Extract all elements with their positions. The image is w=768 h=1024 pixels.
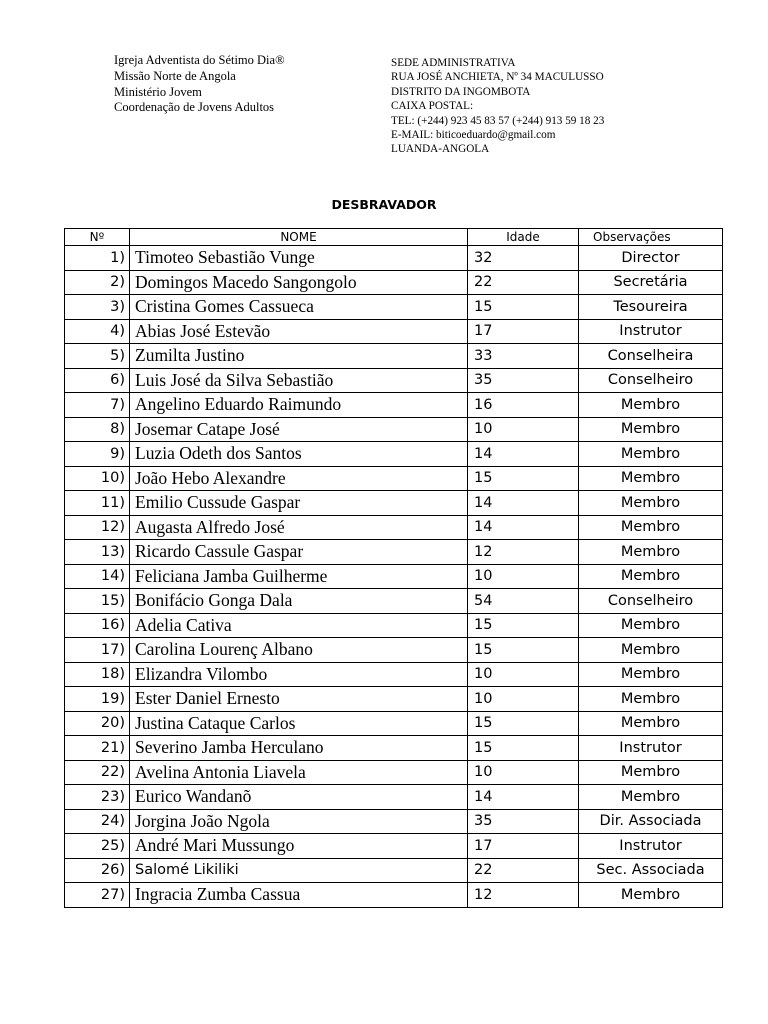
- cell-age: 10: [468, 760, 579, 785]
- table-row: [65, 711, 723, 736]
- cell-name: Luis José da Silva Sebastião: [130, 368, 468, 393]
- table-row: [65, 638, 723, 663]
- cell-name: Angelino Eduardo Raimundo: [130, 393, 468, 418]
- column-header-name: NOME: [130, 229, 468, 246]
- cell-age: 17: [468, 834, 579, 859]
- cell-observation: Membro: [579, 393, 723, 418]
- cell-number: 6): [65, 368, 130, 393]
- cell-name: Domingos Macedo Sangongolo: [130, 270, 468, 295]
- cell-observation: Dir. Associada: [579, 809, 723, 834]
- cell-observation: Director: [579, 246, 723, 271]
- table-row: [65, 662, 723, 687]
- cell-observation: Instrutor: [579, 736, 723, 761]
- cell-observation: Membro: [579, 515, 723, 540]
- column-header-observations: Observações: [579, 229, 723, 246]
- cell-number: 14): [65, 564, 130, 589]
- cell-age: 10: [468, 687, 579, 712]
- cell-name: Jorgina João Ngola: [130, 809, 468, 834]
- table-row: [65, 393, 723, 418]
- cell-number: 9): [65, 442, 130, 467]
- table-row: [65, 809, 723, 834]
- cell-observation: Membro: [579, 466, 723, 491]
- cell-age: 10: [468, 662, 579, 687]
- cell-name: Carolina Lourenç Albano: [130, 638, 468, 663]
- address-line: DISTRITO DA INGOMBOTA: [391, 85, 531, 98]
- cell-name: Salomé Likiliki: [130, 858, 468, 883]
- cell-number: 27): [65, 883, 130, 908]
- cell-name: Josemar Catape José: [130, 417, 468, 442]
- address-line: RUA JOSÉ ANCHIETA, Nº 34 MACULUSSO: [391, 71, 604, 84]
- cell-number: 10): [65, 466, 130, 491]
- cell-age: 15: [468, 711, 579, 736]
- cell-age: 33: [468, 344, 579, 369]
- document-title: DESBRAVADOR: [331, 197, 437, 212]
- cell-name: João Hebo Alexandre: [130, 466, 468, 491]
- cell-age: 15: [468, 613, 579, 638]
- cell-observation: Membro: [579, 613, 723, 638]
- cell-age: 17: [468, 319, 579, 344]
- cell-name: Bonifácio Gonga Dala: [130, 589, 468, 614]
- cell-number: 22): [65, 760, 130, 785]
- cell-number: 8): [65, 417, 130, 442]
- cell-observation: Membro: [579, 687, 723, 712]
- table-row: [65, 295, 723, 320]
- cell-age: 14: [468, 515, 579, 540]
- cell-observation: Membro: [579, 883, 723, 908]
- organization-header: [114, 53, 285, 116]
- cell-number: 24): [65, 809, 130, 834]
- cell-name: Augasta Alfredo José: [130, 515, 468, 540]
- cell-number: 25): [65, 834, 130, 859]
- address-line: CAIXA POSTAL:: [391, 100, 474, 113]
- table-body: [65, 246, 723, 908]
- cell-age: 32: [468, 246, 579, 271]
- table-row: [65, 736, 723, 761]
- cell-name: Cristina Gomes Cassueca: [130, 295, 468, 320]
- address-line: SEDE ADMINISTRATIVA: [391, 57, 516, 69]
- cell-observation: Membro: [579, 491, 723, 516]
- cell-observation: Instrutor: [579, 319, 723, 344]
- cell-observation: Membro: [579, 760, 723, 785]
- cell-name: Luzia Odeth dos Santos: [130, 442, 468, 467]
- email-line: E-MAIL: biticoeduardo@gmail.com: [391, 129, 556, 142]
- cell-name: Justina Cataque Carlos: [130, 711, 468, 736]
- table-row: [65, 687, 723, 712]
- table-row: [65, 319, 723, 344]
- cell-name: Avelina Antonia Liavela: [130, 760, 468, 785]
- cell-number: 20): [65, 711, 130, 736]
- column-header-age: Idade: [468, 229, 579, 246]
- cell-observation: Membro: [579, 638, 723, 663]
- table-row: [65, 760, 723, 785]
- cell-observation: Sec. Associada: [579, 858, 723, 883]
- cell-observation: Instrutor: [579, 834, 723, 859]
- table-row: [65, 785, 723, 810]
- city-line: LUANDA-ANGOLA: [391, 143, 490, 156]
- cell-observation: Membro: [579, 785, 723, 810]
- table-row: [65, 491, 723, 516]
- cell-age: 22: [468, 270, 579, 295]
- cell-number: 13): [65, 540, 130, 565]
- church-name: Igreja Adventista do Sétimo Dia®: [114, 53, 285, 67]
- cell-age: 10: [468, 564, 579, 589]
- cell-age: 35: [468, 368, 579, 393]
- cell-number: 2): [65, 270, 130, 295]
- table-row: [65, 834, 723, 859]
- cell-age: 22: [468, 858, 579, 883]
- cell-name: Feliciana Jamba Guilherme: [130, 564, 468, 589]
- cell-observation: Membro: [579, 662, 723, 687]
- cell-number: 12): [65, 515, 130, 540]
- cell-age: 16: [468, 393, 579, 418]
- cell-name: Zumilta Justino: [130, 344, 468, 369]
- cell-observation: Membro: [579, 417, 723, 442]
- members-table: [64, 228, 723, 908]
- cell-age: 12: [468, 883, 579, 908]
- cell-number: 26): [65, 858, 130, 883]
- table-row: [65, 442, 723, 467]
- cell-number: 21): [65, 736, 130, 761]
- cell-name: Abias José Estevão: [130, 319, 468, 344]
- cell-name: Elizandra Vilombo: [130, 662, 468, 687]
- cell-age: 15: [468, 295, 579, 320]
- address-block: [391, 56, 604, 157]
- column-header-number: Nº: [65, 229, 130, 246]
- cell-number: 19): [65, 687, 130, 712]
- table-row: [65, 417, 723, 442]
- cell-age: 15: [468, 736, 579, 761]
- cell-number: 17): [65, 638, 130, 663]
- cell-name: Adelia Cativa: [130, 613, 468, 638]
- phone-line: TEL: (+244) 923 45 83 57 (+244) 913 59 18 23: [391, 114, 605, 127]
- table-row: [65, 564, 723, 589]
- cell-observation: Membro: [579, 564, 723, 589]
- cell-observation: Conselheira: [579, 344, 723, 369]
- cell-age: 15: [468, 638, 579, 663]
- table-row: [65, 540, 723, 565]
- cell-number: 23): [65, 785, 130, 810]
- cell-name: Emilio Cussude Gaspar: [130, 491, 468, 516]
- cell-name: Timoteo Sebastião Vunge: [130, 246, 468, 271]
- cell-age: 15: [468, 466, 579, 491]
- table-row: [65, 368, 723, 393]
- cell-number: 15): [65, 589, 130, 614]
- cell-number: 18): [65, 662, 130, 687]
- cell-number: 16): [65, 613, 130, 638]
- table-row: [65, 858, 723, 883]
- cell-observation: Secretária: [579, 270, 723, 295]
- cell-name: André Mari Mussungo: [130, 834, 468, 859]
- cell-observation: Membro: [579, 540, 723, 565]
- ministry-name: Ministério Jovem: [114, 84, 202, 99]
- cell-number: 5): [65, 344, 130, 369]
- cell-number: 1): [65, 246, 130, 271]
- cell-age: 14: [468, 491, 579, 516]
- coordination-name: Coordenação de Jovens Adultos: [114, 100, 275, 115]
- table-row: [65, 613, 723, 638]
- cell-observation: Conselheiro: [579, 589, 723, 614]
- cell-number: 3): [65, 295, 130, 320]
- mission-name: Missão Norte de Angola: [114, 68, 236, 83]
- cell-age: 54: [468, 589, 579, 614]
- cell-name: Ester Daniel Ernesto: [130, 687, 468, 712]
- cell-age: 35: [468, 809, 579, 834]
- table-header-row: [65, 229, 723, 246]
- cell-name: Severino Jamba Herculano: [130, 736, 468, 761]
- table-row: [65, 246, 723, 271]
- table-row: [65, 883, 723, 908]
- cell-age: 10: [468, 417, 579, 442]
- table-row: [65, 515, 723, 540]
- cell-number: 11): [65, 491, 130, 516]
- cell-name: Ricardo Cassule Gaspar: [130, 540, 468, 565]
- cell-number: 7): [65, 393, 130, 418]
- cell-observation: Tesoureira: [579, 295, 723, 320]
- cell-age: 12: [468, 540, 579, 565]
- cell-age: 14: [468, 785, 579, 810]
- table-row: [65, 589, 723, 614]
- cell-observation: Membro: [579, 442, 723, 467]
- cell-number: 4): [65, 319, 130, 344]
- cell-observation: Membro: [579, 711, 723, 736]
- table-row: [65, 344, 723, 369]
- table-row: [65, 466, 723, 491]
- cell-age: 14: [468, 442, 579, 467]
- cell-name: Eurico Wandanõ: [130, 785, 468, 810]
- cell-name: Ingracia Zumba Cassua: [130, 883, 468, 908]
- table-row: [65, 270, 723, 295]
- cell-observation: Conselheiro: [579, 368, 723, 393]
